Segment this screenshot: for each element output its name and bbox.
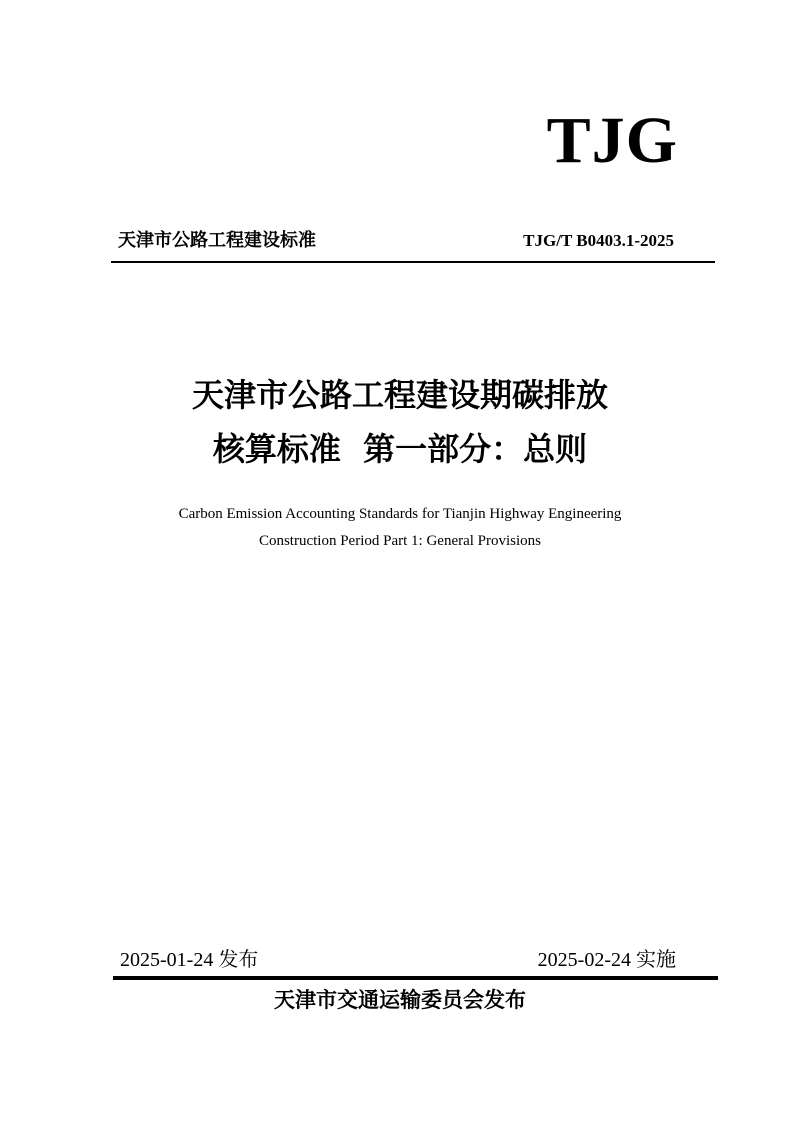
effective-date: 2025-02-24 实施 xyxy=(537,949,676,971)
title-en-line2: Construction Period Part 1: General Provisions xyxy=(258,533,542,549)
title-en-line1: Carbon Emission Accounting Standards for Tianjin Highway Engineering xyxy=(178,506,622,522)
title-cn-line2: 核算标准 第一部分：总则 xyxy=(212,430,588,468)
release-date: 2025-01-24 发布 xyxy=(120,949,259,971)
title-cn-line1: 天津市公路工程建设期碳排放 xyxy=(191,376,608,414)
standard-category: 天津市公路工程建设标准 xyxy=(118,230,316,251)
standard-code: TJG/T B0403.1-2025 xyxy=(523,231,674,250)
issuer: 天津市交通运输委员会发布 xyxy=(274,988,526,1012)
header-divider xyxy=(111,261,715,263)
footer-divider xyxy=(113,976,718,980)
standard-logo: TJG xyxy=(546,104,678,177)
